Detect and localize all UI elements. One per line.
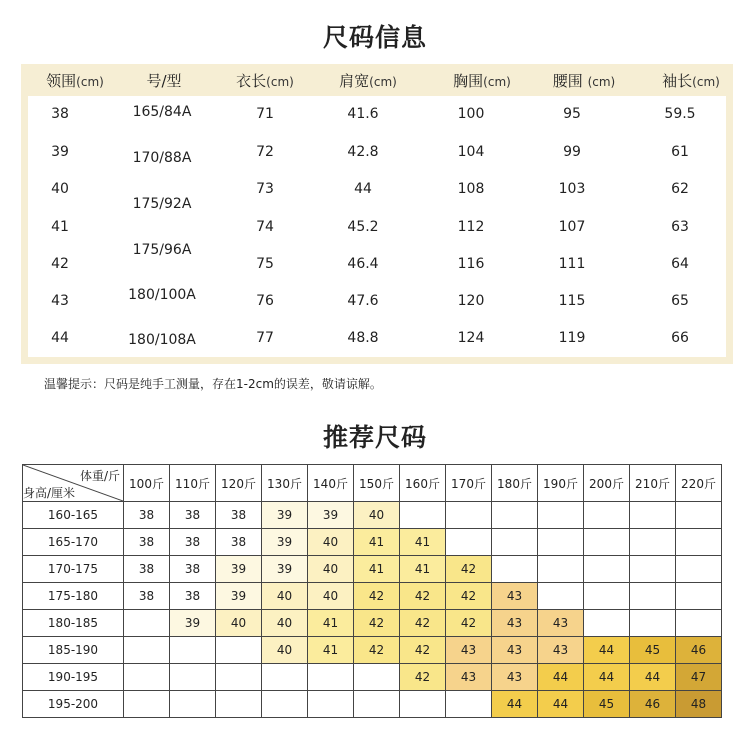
weight-header: 190斤 <box>538 465 584 502</box>
collar-value: 43 <box>51 293 69 309</box>
size-cell: 41 <box>354 556 400 583</box>
size-value: 103 <box>558 181 586 197</box>
size-value: 59.5 <box>664 106 696 122</box>
table-row <box>23 691 722 718</box>
size-cell: 41 <box>354 529 400 556</box>
collar-value: 44 <box>51 330 69 346</box>
size-cell: 42 <box>354 610 400 637</box>
size-value: 61 <box>671 144 689 160</box>
height-range: 195-200 <box>23 691 124 718</box>
size-cell <box>676 556 722 583</box>
size-cell <box>538 556 584 583</box>
size-cell <box>630 529 676 556</box>
collar-value: 40 <box>51 181 69 197</box>
recommend-size-table <box>22 464 722 718</box>
size-cell: 40 <box>216 610 262 637</box>
table-row <box>23 610 722 637</box>
size-cell <box>584 529 630 556</box>
size-cell <box>308 664 354 691</box>
size-cell <box>124 664 170 691</box>
size-value: 41.6 <box>347 106 379 122</box>
size-value: 65 <box>671 293 689 309</box>
type-value: 175/92A <box>132 196 192 212</box>
size-cell: 41 <box>308 610 354 637</box>
size-value: 99 <box>563 144 581 160</box>
weight-header: 120斤 <box>216 465 262 502</box>
header-type <box>146 70 181 94</box>
size-cell: 38 <box>216 529 262 556</box>
weight-header: 100斤 <box>124 465 170 502</box>
weight-header: 200斤 <box>584 465 630 502</box>
size-cell <box>676 502 722 529</box>
size-cell <box>216 691 262 718</box>
size-cell <box>124 610 170 637</box>
header-unit: (cm) <box>76 75 104 89</box>
size-cell <box>124 637 170 664</box>
type-value: 170/88A <box>132 150 192 166</box>
size-value: 124 <box>457 330 485 346</box>
size-value: 72 <box>256 144 274 160</box>
size-value: 47.6 <box>347 293 379 309</box>
size-cell <box>492 529 538 556</box>
size-cell: 38 <box>170 529 216 556</box>
size-value: 76 <box>256 293 274 309</box>
size-cell: 38 <box>216 502 262 529</box>
header-label: 领围 <box>46 72 77 90</box>
size-cell <box>584 610 630 637</box>
size-cell: 44 <box>538 691 584 718</box>
header-collar <box>46 70 104 94</box>
size-cell: 39 <box>216 556 262 583</box>
size-cell: 38 <box>170 502 216 529</box>
size-cell: 42 <box>446 583 492 610</box>
size-cell: 41 <box>400 556 446 583</box>
size-value: 77 <box>256 330 274 346</box>
measurement-note: 温馨提示：尺码是纯手工测量，存在1-2cm的误差，敬请谅解。 <box>44 377 382 391</box>
weight-header: 170斤 <box>446 465 492 502</box>
size-value: 74 <box>256 219 274 235</box>
size-cell: 41 <box>308 637 354 664</box>
size-cell <box>446 502 492 529</box>
height-range: 170-175 <box>23 556 124 583</box>
size-cell: 44 <box>492 691 538 718</box>
size-cell: 48 <box>676 691 722 718</box>
size-cell: 39 <box>262 502 308 529</box>
size-value: 95 <box>563 106 581 122</box>
size-value: 120 <box>457 293 485 309</box>
size-value: 116 <box>457 256 485 272</box>
header-unit: (cm) <box>369 75 397 89</box>
height-range: 190-195 <box>23 664 124 691</box>
size-value: 100 <box>457 106 485 122</box>
size-cell: 44 <box>538 664 584 691</box>
size-cell <box>354 691 400 718</box>
table-row <box>23 529 722 556</box>
size-cell <box>170 691 216 718</box>
size-cell <box>584 583 630 610</box>
table-row <box>23 637 722 664</box>
size-value: 45.2 <box>347 219 379 235</box>
size-value: 115 <box>558 293 586 309</box>
size-cell: 39 <box>216 583 262 610</box>
table-row <box>23 502 722 529</box>
size-cell: 39 <box>308 502 354 529</box>
size-cell: 43 <box>446 664 492 691</box>
collar-value: 42 <box>51 256 69 272</box>
size-value: 46.4 <box>347 256 379 272</box>
header-unit: (cm) <box>266 75 294 89</box>
size-cell <box>262 664 308 691</box>
size-cell: 45 <box>630 637 676 664</box>
header-shoulder <box>339 70 397 94</box>
header-unit: (cm) <box>483 75 511 89</box>
size-cell: 39 <box>170 610 216 637</box>
size-cell <box>446 529 492 556</box>
header-waist <box>553 70 615 94</box>
size-cell <box>676 583 722 610</box>
size-cell <box>492 556 538 583</box>
size-value: 63 <box>671 219 689 235</box>
size-cell: 42 <box>400 583 446 610</box>
table-header-row <box>23 465 722 502</box>
height-range: 175-180 <box>23 583 124 610</box>
size-cell <box>216 664 262 691</box>
weight-axis-label: 体重/斤 <box>79 469 120 483</box>
size-cell: 39 <box>262 529 308 556</box>
height-range: 180-185 <box>23 610 124 637</box>
header-sleeve <box>662 70 720 94</box>
size-cell: 43 <box>538 637 584 664</box>
size-cell: 42 <box>354 637 400 664</box>
recommend-title: 推荐尺码 <box>322 423 427 452</box>
size-cell: 38 <box>170 556 216 583</box>
size-cell <box>584 556 630 583</box>
size-cell <box>538 502 584 529</box>
header-label: 腰围 <box>552 72 588 90</box>
corner-cell <box>23 465 124 502</box>
size-cell <box>400 502 446 529</box>
size-cell: 44 <box>584 664 630 691</box>
size-cell: 42 <box>354 583 400 610</box>
size-value: 44 <box>354 181 372 197</box>
height-axis-label: 身高/厘米 <box>23 486 76 500</box>
size-cell: 42 <box>446 610 492 637</box>
size-cell <box>584 502 630 529</box>
height-range: 185-190 <box>23 637 124 664</box>
size-value: 62 <box>671 181 689 197</box>
header-length <box>236 70 294 94</box>
size-cell <box>262 691 308 718</box>
header-label: 衣长 <box>236 72 267 90</box>
weight-header: 130斤 <box>262 465 308 502</box>
size-cell: 47 <box>676 664 722 691</box>
size-cell: 38 <box>124 502 170 529</box>
size-value: 111 <box>558 256 586 272</box>
size-info-title: 尺码信息 <box>322 23 427 52</box>
size-cell: 44 <box>630 664 676 691</box>
size-cell <box>308 691 354 718</box>
header-unit: (cm) <box>692 75 720 89</box>
size-cell: 40 <box>308 583 354 610</box>
type-value: 180/100A <box>128 287 196 303</box>
table-row <box>23 664 722 691</box>
weight-header: 150斤 <box>354 465 400 502</box>
size-value: 73 <box>256 181 274 197</box>
height-range: 165-170 <box>23 529 124 556</box>
size-cell <box>630 610 676 637</box>
size-value: 66 <box>671 330 689 346</box>
size-value: 75 <box>256 256 274 272</box>
header-label: 肩宽 <box>339 72 370 90</box>
size-cell <box>630 502 676 529</box>
size-cell: 43 <box>492 610 538 637</box>
size-value: 107 <box>558 219 586 235</box>
size-cell <box>676 610 722 637</box>
table-row <box>23 583 722 610</box>
size-cell <box>354 664 400 691</box>
size-value: 64 <box>671 256 689 272</box>
size-cell <box>400 691 446 718</box>
collar-value: 39 <box>51 144 69 160</box>
size-cell <box>538 529 584 556</box>
size-cell: 42 <box>400 610 446 637</box>
table-row <box>23 556 722 583</box>
size-cell <box>538 583 584 610</box>
type-value: 180/108A <box>128 332 196 348</box>
size-value: 48.8 <box>347 330 379 346</box>
header-label: 胸围 <box>453 72 484 90</box>
size-cell <box>630 583 676 610</box>
size-value: 42.8 <box>347 144 379 160</box>
weight-header: 180斤 <box>492 465 538 502</box>
size-cell: 42 <box>400 664 446 691</box>
size-cell: 46 <box>676 637 722 664</box>
size-cell: 40 <box>354 502 400 529</box>
size-cell: 43 <box>492 583 538 610</box>
size-cell: 43 <box>492 664 538 691</box>
size-value: 119 <box>558 330 586 346</box>
size-cell <box>630 556 676 583</box>
size-cell: 42 <box>400 637 446 664</box>
size-cell: 46 <box>630 691 676 718</box>
size-cell <box>492 502 538 529</box>
weight-header: 140斤 <box>308 465 354 502</box>
size-cell <box>446 691 492 718</box>
size-cell: 38 <box>124 556 170 583</box>
size-cell: 40 <box>262 583 308 610</box>
size-cell <box>676 529 722 556</box>
size-cell: 45 <box>584 691 630 718</box>
weight-header: 220斤 <box>676 465 722 502</box>
type-value: 165/84A <box>132 104 192 120</box>
size-cell: 40 <box>262 610 308 637</box>
size-cell: 40 <box>262 637 308 664</box>
size-cell: 43 <box>538 610 584 637</box>
size-cell: 40 <box>308 529 354 556</box>
header-label: 袖长 <box>662 72 693 90</box>
height-range: 160-165 <box>23 502 124 529</box>
weight-header: 110斤 <box>170 465 216 502</box>
size-cell <box>170 637 216 664</box>
size-cell: 40 <box>308 556 354 583</box>
collar-value: 38 <box>51 106 69 122</box>
header-chest <box>453 70 511 94</box>
size-cell: 42 <box>446 556 492 583</box>
size-cell: 44 <box>584 637 630 664</box>
size-value: 71 <box>256 106 274 122</box>
size-value: 104 <box>457 144 485 160</box>
weight-header: 160斤 <box>400 465 446 502</box>
collar-value: 41 <box>51 219 69 235</box>
type-value: 175/96A <box>132 242 192 258</box>
size-cell <box>124 691 170 718</box>
size-cell: 41 <box>400 529 446 556</box>
size-cell: 38 <box>124 529 170 556</box>
size-cell: 43 <box>492 637 538 664</box>
header-label: 号/型 <box>146 72 182 90</box>
size-cell <box>170 664 216 691</box>
size-value: 108 <box>457 181 485 197</box>
size-cell: 38 <box>170 583 216 610</box>
header-unit: (cm) <box>587 75 616 89</box>
size-cell: 43 <box>446 637 492 664</box>
weight-header: 210斤 <box>630 465 676 502</box>
size-cell: 39 <box>262 556 308 583</box>
size-cell: 38 <box>124 583 170 610</box>
size-cell <box>216 637 262 664</box>
size-value: 112 <box>457 219 485 235</box>
